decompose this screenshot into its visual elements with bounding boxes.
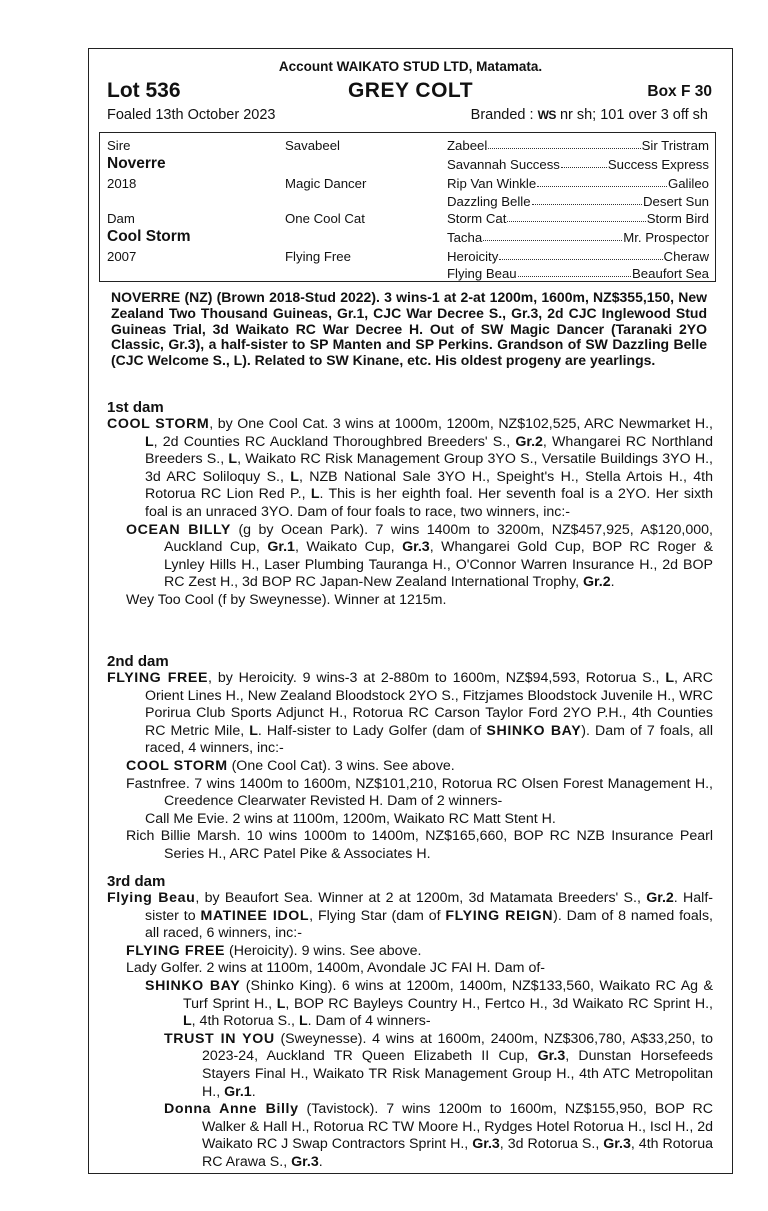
- sire-label: Sire: [107, 138, 131, 153]
- sire-summary: NOVERRE (NZ) (Brown 2018-Stud 2022). 3 wins-1 at 2-at 1200m, 1600m, NZ$355,150, New Zealand Two Thousand Guineas, Gr.1, CJC War Decree S., Gr.3, 2d CJC Inglewood Stud Guineas Trial, 3d Waikato RC War Decree H. Out of SW Magic Dancer (Taranaki 2YO Classic, Gr.3), a half-sister to SP Manten and SP Perkins. Grandson of SW Dazzling Belle (CJC Welcome S., L). Related to SW Kinane, etc. His oldest progeny are yearlings.: [111, 289, 707, 369]
- progeny-entry: Call Me Evie. 2 wins at 1100m, 1200m, Waikato RC Matt Stent H.: [145, 810, 556, 827]
- brand-mark: WS: [537, 108, 556, 122]
- progeny-entry: SHINKO BAY (Shinko King). 6 wins at 1200m, 1400m, NZ$133,560, Waikato RC Ag & Turf Sprint H., L, BOP RC Bayleys Country H., Fertco H., 3d Waikato RC Sprint H., L, 4th Rotorua S., L. Dam of 4 winners-: [145, 977, 713, 1030]
- horse-name: Donna Anne Billy: [164, 1101, 299, 1118]
- progeny-entry: FLYING FREE (Heroicity). 9 wins. See above.: [126, 942, 422, 959]
- sire-name: Noverre: [107, 155, 166, 172]
- pedigree-table: [99, 132, 716, 282]
- first-dam-heading: 1st dam: [107, 399, 164, 416]
- third-dam-section: [107, 890, 713, 1172]
- third-dam-entry: Flying Beau, by Beaufort Sea. Winner at 2 at 1200m, 3d Matamata Breeders' S., Gr.2. Half-sister to MATINEE IDOL, Flying Star (dam of FLYING REIGN). Dam of 8 named foals, all raced, 6 winners, inc:-: [107, 890, 713, 942]
- horse-name: OCEAN BILLY: [126, 521, 231, 538]
- dam-name: Cool Storm: [107, 228, 191, 245]
- horse-name: SHINKO BAY: [145, 977, 241, 994]
- first-dam-section: [107, 416, 713, 610]
- foaled-date: Foaled 13th October 2023: [107, 107, 276, 123]
- ancestor-row: Heroicity Cheraw: [447, 249, 709, 264]
- account-line: Account WAIKATO STUD LTD, Matamata.: [278, 59, 543, 74]
- dam-label: Dam: [107, 211, 135, 226]
- horse-name: FLYING FREE: [126, 942, 226, 959]
- progeny-entry: OCEAN BILLY (g by Ocean Park). 7 wins 1400m to 3200m, NZ$457,925, A$120,000, Auckland Cup, Gr.1, Waikato Cup, Gr.3, Whangarei Gold Cup, BOP RC Roger & Lynley Hills H., Laser Plumbing Tauranga H., O'Connor Warren Insurance H., 2d BOP RC Zest H., 3d BOP RC Japan-New Zealand International Trophy, Gr.2.: [126, 521, 713, 591]
- second-dam-section: [107, 670, 713, 864]
- second-dam-entry: FLYING FREE, by Heroicity. 9 wins-3 at 2-880m to 1600m, NZ$94,593, Rotorua S., L, ARC Orient Lines H., New Zealand Bloodstock 2YO S., Fitzjames Bloodstock Juvenile H., WRC Porirua Club Sports Adjunct H., Rotorua RC Carson Taylor Ford 2YO P.H., 4th Counties RC Metric Mile, L. Half-sister to Lady Golfer (dam of SHINKO BAY). Dam of 7 foals, all raced, 4 winners, inc:-: [107, 670, 713, 757]
- ancestor-row: Savannah Success Success Express: [447, 157, 709, 172]
- dam-dam: Flying Free: [285, 249, 351, 264]
- horse-name: Flying Beau: [107, 890, 196, 906]
- progeny-entry: Fastnfree. 7 wins 1400m to 1600m, NZ$101,210, Rotorua RC Olsen Forest Management H., Creedence Clearwater Revisted H. Dam of 2 winners-: [126, 775, 713, 810]
- ancestor-row: Storm Cat Storm Bird: [447, 211, 709, 226]
- horse-name: COOL STORM: [126, 757, 228, 774]
- progeny-entry: TRUST IN YOU (Sweynesse). 4 wins at 1600m, 2400m, NZ$306,780, A$33,250, to 2023-24, Auckland TR Queen Elizabeth II Cup, Gr.3, Dunstan Horsefeeds Stayers Final H., Waikato TR Risk Management Group H., 4th ATC Metropolitan H., Gr.1.: [164, 1030, 713, 1100]
- branded-info: Branded : WS nr sh; 101 over 3 off sh: [470, 107, 708, 123]
- sire-sire: Savabeel: [285, 138, 340, 153]
- horse-name: COOL STORM: [107, 416, 210, 432]
- progeny-entry: Wey Too Cool (f by Sweynesse). Winner at 1215m.: [126, 591, 447, 608]
- ancestor-row: Tacha Mr. Prospector: [447, 230, 709, 245]
- horse-name: FLYING FREE: [107, 670, 209, 686]
- ancestor-row: Rip Van Winkle Galileo: [447, 176, 709, 191]
- ancestor-row: Flying Beau Beaufort Sea: [447, 266, 709, 281]
- lot-number: Lot 536: [107, 79, 181, 102]
- progeny-entry: Donna Anne Billy (Tavistock). 7 wins 1200m to 1600m, NZ$155,950, BOP RC Walker & Hall H., Rotorua RC TW Moore H., Rydges Hotel Rotorua H., Iscl H., 2d Waikato RC J Swap Contractors Sprint H., Gr.3, 3d Rotorua S., Gr.3, 4th Rotorua RC Arawa S., Gr.3.: [164, 1101, 713, 1170]
- horse-name: TRUST IN YOU: [164, 1030, 275, 1047]
- second-dam-heading: 2nd dam: [107, 653, 169, 670]
- progeny-entry: Rich Billie Marsh. 10 wins 1000m to 1400m, NZ$165,660, BOP RC NZB Insurance Pearl Series H., ARC Patel Pike & Associates H.: [126, 828, 713, 862]
- ancestor-row: Zabeel Sir Tristram: [447, 138, 709, 153]
- dam-year: 2007: [107, 249, 137, 264]
- third-dam-heading: 3rd dam: [107, 873, 166, 890]
- ancestor-row: Dazzling Belle Desert Sun: [447, 194, 709, 209]
- page-title: GREY COLT: [347, 79, 474, 102]
- box-number: Box F 30: [647, 83, 712, 100]
- sire-year: 2018: [107, 176, 137, 191]
- catalogue-page: [88, 48, 733, 1174]
- dam-sire: One Cool Cat: [285, 211, 365, 226]
- sire-dam: Magic Dancer: [285, 176, 367, 191]
- progeny-entry: COOL STORM (One Cool Cat). 3 wins. See above.: [126, 757, 455, 774]
- first-dam-entry: COOL STORM, by One Cool Cat. 3 wins at 1000m, 1200m, NZ$102,525, ARC Newmarket H., L, 2d Counties RC Auckland Thoroughbred Breeders' S., Gr.2, Whangarei RC Northland Breeders S., L, Waikato RC Risk Management Group 3YO S., Versatile Buildings 3YO H., 3d ARC Soliloquy S., L, NZB National Sale 3YO H., Speight's H., Stella Artois H., 4th Rotorua RC Lion Red P., L. This is her eighth foal. Her seventh foal is a 2YO. Her sixth foal is an unraced 3YO. Dam of four foals to race, two winners, inc:-: [107, 416, 713, 520]
- progeny-entry: Lady Golfer. 2 wins at 1100m, 1400m, Avondale JC FAI H. Dam of-: [126, 960, 545, 977]
